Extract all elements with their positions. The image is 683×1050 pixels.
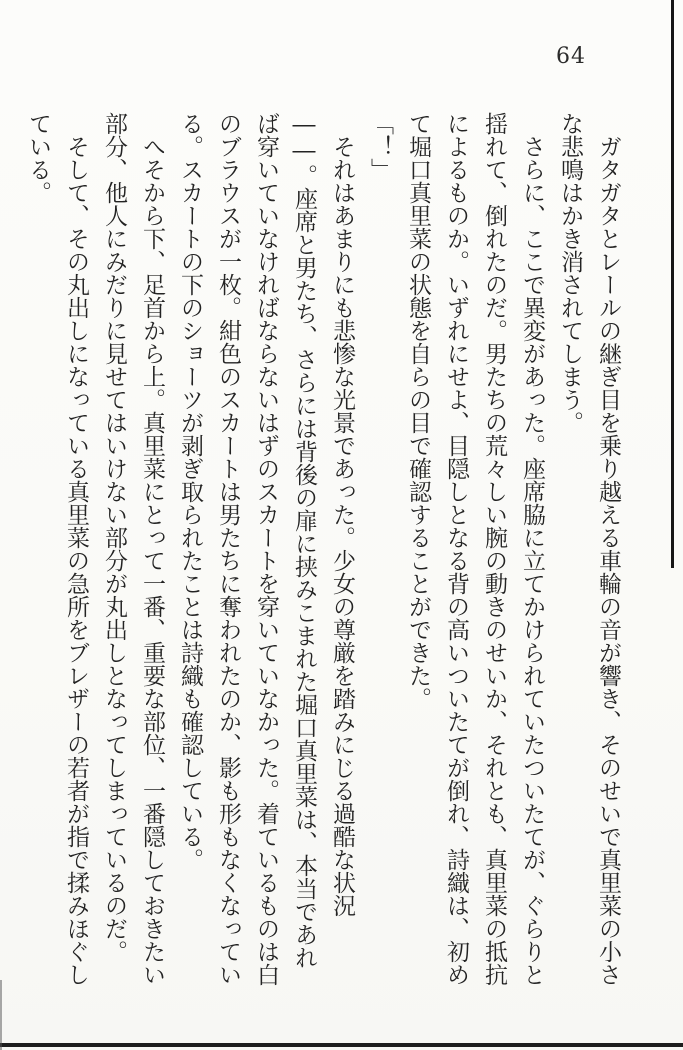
page-edge-smudge-left (0, 980, 2, 1050)
paragraph: そして、その丸出しになっている真里菜の急所をブレザーの若者が指で揉みほぐしている。 (25, 112, 89, 986)
paragraph: へそから下、足首から上。真里菜にとって一番、重要な部位、一番隠しておきたい部分、他人にみだりに見せてはいけない部分が丸出しとなってしまっているのだ。 (101, 112, 165, 986)
paragraph: それはあまりにも悲惨な光景であった。少女の尊厳を踏みにじる過酷な状況――。座席と男たち、さらには背後の扉に挟みこまれた堀口真里菜は、本当であれば穿いていなければならないはずのスカートを穿いていなかった。着ているものは白のブラウスが一枚。紺色のスカートは男たちに奪われたのか、影も形もなくなっている。スカートの下のショーツが剥ぎ取られたことは詩織も確認している。 (177, 112, 355, 986)
paragraph-exclamation: 「！」 (367, 112, 393, 181)
page-edge-line-right (671, 0, 674, 568)
page-number: 64 (556, 44, 586, 69)
body-text (15, 112, 627, 986)
page-edge-line-bottom (0, 1043, 683, 1047)
paragraph: ガタガタとレールの継ぎ目を乗り越える車輪の音が響き、そのせいで真里菜の小さな悲鳴はかき消されてしまう。 (557, 112, 621, 986)
paragraph: さらに、ここで異変があった。座席脇に立てかけられていたついたてが、ぐらりと揺れて、倒れたのだ。男たちの荒々しい腕の動きのせいか、それとも、真里菜の抵抗によるものか。いずれにせよ、目隠しとなる背の高いついたてが倒れ、詩織は、初めて堀口真里菜の状態を自らの目で確認することができた。 (405, 112, 545, 986)
